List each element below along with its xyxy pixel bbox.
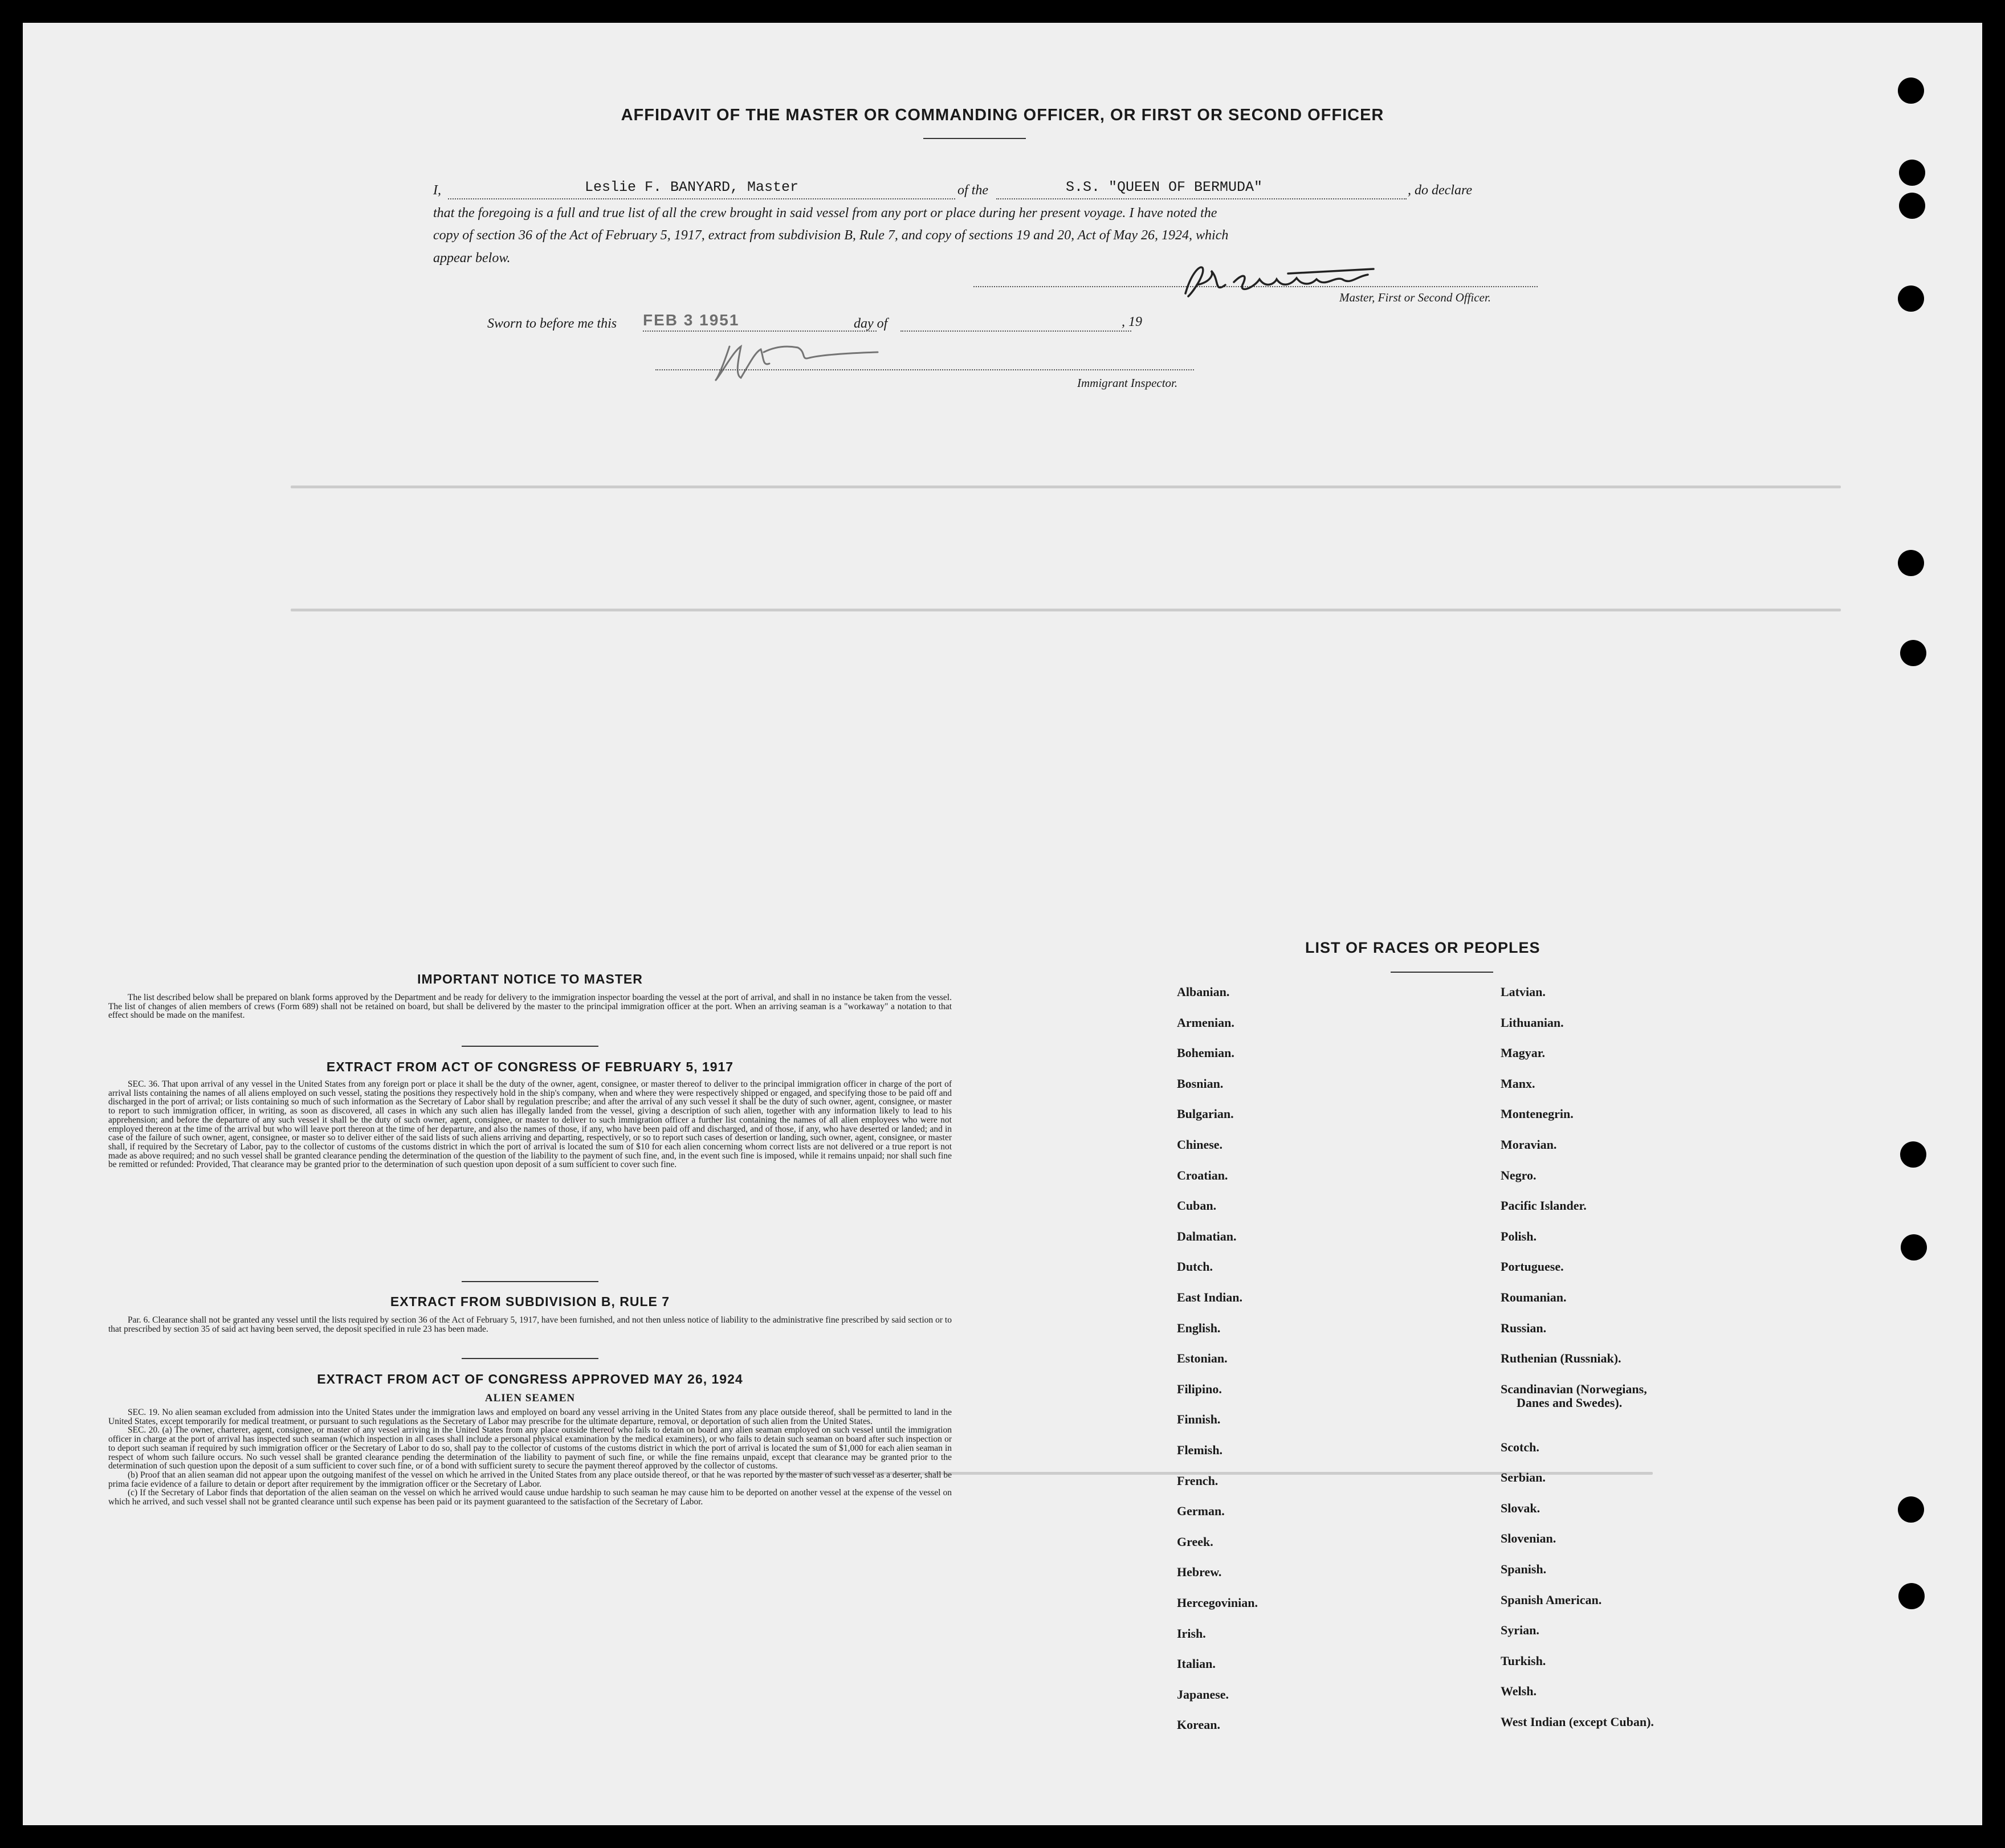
sec20b-paragraph: (b) Proof that an alien seaman did not appear upon the outgoing manifest of the vessel on which he arrived in the United States from any place outside thereof, or that he was reported by the master of such vessel as a deserter, shall be prima facie evidence of a failure to detain or deport after requirement by the immigration officer or the Secretary of Labor. <box>108 1470 952 1489</box>
affidavit-body-line1: that the foregoing is a full and true list of all the crew brought in said vessel from any port or place during her present voyage. I have noted the <box>433 206 1217 221</box>
rule7-text <box>108 1316 952 1333</box>
race-item: Turkish. <box>1501 1653 1546 1668</box>
race-item: Cuban. <box>1177 1198 1217 1213</box>
day-of-label: day of <box>854 316 888 331</box>
race-item: Armenian. <box>1177 1015 1234 1030</box>
vessel-name: S.S. "QUEEN OF BERMUDA" <box>1066 179 1263 195</box>
sworn-label: Sworn to before me this <box>487 316 617 331</box>
notice-heading: IMPORTANT NOTICE TO MASTER <box>417 972 643 986</box>
race-item: East Indian. <box>1177 1290 1242 1304</box>
legal-extracts-column <box>108 972 952 1718</box>
race-item: Negro. <box>1501 1168 1537 1182</box>
race-item: Slovak. <box>1501 1500 1541 1515</box>
race-item: Irish. <box>1177 1626 1206 1641</box>
inspector-line <box>655 369 1194 370</box>
race-item: Flemish. <box>1177 1443 1223 1457</box>
race-item: Italian. <box>1177 1657 1216 1671</box>
race-item: Spanish. <box>1501 1562 1547 1577</box>
race-item: Scotch. <box>1501 1439 1539 1454</box>
race-item: Syrian. <box>1501 1623 1539 1638</box>
year-label: , 19 <box>1122 315 1142 329</box>
race-item: Serbian. <box>1501 1470 1546 1485</box>
punch-hole <box>1898 1496 1924 1523</box>
divider <box>462 1281 598 1282</box>
race-item: Russian. <box>1501 1320 1547 1335</box>
race-item: Greek. <box>1177 1534 1213 1549</box>
race-item: Korean. <box>1177 1718 1220 1732</box>
race-item: Portuguese. <box>1501 1259 1564 1274</box>
sworn-date-stamp: FEB 3 1951 <box>643 311 740 329</box>
act1924-heading: EXTRACT FROM ACT OF CONGRESS APPROVED MAY 26, 1924 <box>317 1372 743 1386</box>
i-label: I, <box>433 183 441 198</box>
race-item: Albanian. <box>1177 985 1230 999</box>
notice-paragraph: The list described below shall be prepared on blank forms approved by the Department and be ready for delivery to the immigration inspector boarding the vessel at the port of arrival, and shall in no instance be taken from the vessel. The list of changes of alien members of crews (Form 689) shall not be retained on board, but shall be delivered by the master to the principal immigration officer at the port. When an arriving seaman is a "workaway" a notation to that effect should be made on the manifest. <box>108 993 952 1021</box>
sec20a-paragraph: SEC. 20. (a) The owner, charterer, agent, consignee, or master of any vessel arriving in the United States from any place outside thereof who fails to detain on board any alien seaman employed on such vessel until the immigration officer in charge at the port of arrival has inspected such seaman (which inspection in all cases shall include a personal physical examination by the medical examiners), or who fails to detain such seaman on board after such inspection or to deport such seaman if required by such immigration officer or the Secretary of Labor to do so, shall pay to the collector of customs of the customs district in which the port of arrival is located the sum of $1,000 for each alien seaman in respect of whom such failure occurs. No such vessel shall be granted clearance pending the determination of the liability to payment of such fine, or while the fine remains unpaid, except that clearance may be granted prior to the determination of such question upon the deposit of a sum sufficient to cover such fine, or of a bond with sufficient surety to secure the payment thereof approved by the collector of customs. <box>108 1425 952 1471</box>
race-item: Moravian. <box>1501 1137 1557 1152</box>
race-item: Dutch. <box>1177 1259 1213 1274</box>
sworn-date-line <box>643 331 877 332</box>
bleed-through-line <box>291 486 1841 488</box>
races-heading: LIST OF RACES OR PEOPLES <box>1305 939 1541 956</box>
punch-hole <box>1898 550 1924 576</box>
race-item: Estonian. <box>1177 1351 1228 1366</box>
document-page <box>23 23 1982 1825</box>
affidavit-title: AFFIDAVIT OF THE MASTER OR COMMANDING OFFICER, OR FIRST OR SECOND OFFICER <box>621 106 1384 124</box>
affidavit-body-line3: appear below. <box>433 251 511 266</box>
bleed-through-line <box>291 609 1841 611</box>
race-item: Manx. <box>1501 1076 1535 1091</box>
rule7-paragraph: Par. 6. Clearance shall not be granted any vessel until the lists required by section 36 of the Act of February 5, 1917, have been furnished, and not then unless notice of liability to the administrative fine prescribed by said section or to that prescribed by section 35 of said act having been served, the deposit specified in rule 23 has been made. <box>108 1315 952 1334</box>
punch-hole <box>1898 1583 1925 1609</box>
act1917-text <box>108 1080 952 1169</box>
punch-hole <box>1899 160 1925 186</box>
race-item: French. <box>1177 1473 1219 1488</box>
sec20c-paragraph: (c) If the Secretary of Labor finds that deportation of the alien seaman on the vessel on which he arrived would cause undue hardship to such seaman he may cause him to be deported on another vessel at the expense of the vessel on which he arrived, and such vessel shall not be granted clearance until such expense has been paid or its payment guaranteed to the satisfaction of the Secretary of Labor. <box>108 1488 952 1507</box>
act1924-text <box>108 1408 952 1507</box>
act1924-subheading: ALIEN SEAMEN <box>484 1392 576 1404</box>
race-item: Ruthenian (Russniak). <box>1501 1351 1621 1366</box>
rule7-heading: EXTRACT FROM SUBDIVISION B, RULE 7 <box>390 1294 670 1309</box>
name-line <box>448 198 955 199</box>
race-item: Chinese. <box>1177 1137 1223 1152</box>
divider <box>462 1358 598 1359</box>
race-item: Japanese. <box>1177 1687 1229 1702</box>
race-item: Magyar. <box>1501 1046 1546 1060</box>
race-item: Montenegrin. <box>1501 1107 1574 1121</box>
races-heading-underline <box>1391 972 1493 973</box>
race-item: Polish. <box>1501 1229 1537 1243</box>
master-name: Leslie F. BANYARD, Master <box>585 179 799 195</box>
race-item: Hebrew. <box>1177 1565 1222 1580</box>
race-item: Filipino. <box>1177 1381 1222 1396</box>
title-underline <box>923 138 1026 139</box>
race-item: Spanish American. <box>1501 1592 1602 1607</box>
act1917-heading: EXTRACT FROM ACT OF CONGRESS OF FEBRUARY 5, 1917 <box>326 1059 734 1074</box>
vessel-line <box>996 198 1407 199</box>
punch-hole <box>1901 1234 1927 1260</box>
inspector-signature <box>707 335 923 386</box>
race-item: Pacific Islander. <box>1501 1198 1587 1213</box>
race-item: Bulgarian. <box>1177 1107 1234 1121</box>
race-item: German. <box>1177 1504 1225 1519</box>
act1917-paragraph: SEC. 36. That upon arrival of any vessel in the United States from any foreign port or place it shall be the duty of the owner, agent, consignee, or master thereof to deliver to the principal immigration officer in charge of the port of arrival lists containing the names of all aliens employed on such vessel, stating the positions they respectively hold in the ship's company, when and where they were respectively shipped or engaged, and specifying those to be paid off and discharged in the port of arrival; or lists containing so much of such information as the Secretary of Labor shall by regulation prescribe; and after the arrival of any such vessel it shall be the duty of such owner, agent, consignee, or master to report to such immigration officer, in writing, as soon as discovered, all cases in which any such alien has illegally landed from the vessel, giving a description of such alien, together with any information likely to lead to his apprehension; and before the departure of any such vessel it shall be the duty of such owner, agent, consignee, or master to deliver to such immigration officer a further list containing the names of all alien employees who were not employed thereon at the time of the arrival but who will leave port thereon at the time of her departure, and also the names of those, if any, who have been paid off and discharged, and of those, if any, who have deserted or landed; and in case of the failure of such owner, agent, consignee, or master so to deliver either of the said lists of such aliens arriving and departing, respectively, or so to report such cases of desertion or landing, such owner, agent, consignee, or master shall, if required by the Secretary of Labor, pay to the collector of customs of the customs district in which the port of arrival is located the sum of $10 for each alien concerning whom correct lists are not delivered or a true report is not made as above required; and no such vessel shall be granted clearance pending the determination of the question of the liability to the payment of such fine, and, in the event such fine is imposed, while it remains unpaid; nor shall such fine be remitted or refunded: Provided, That clearance may be granted prior to the determination of such question upon deposit of a sum sufficient to cover such fine. <box>108 1079 952 1170</box>
signature-caption: Master, First or Second Officer. <box>1339 291 1491 304</box>
race-item: Lithuanian. <box>1501 1015 1564 1030</box>
punch-hole <box>1900 640 1926 666</box>
race-item: West Indian (except Cuban). <box>1501 1715 1654 1729</box>
notice-text <box>108 993 952 1020</box>
month-line <box>900 331 1131 332</box>
race-item: Bohemian. <box>1177 1046 1234 1060</box>
race-item: Croatian. <box>1177 1168 1228 1182</box>
affidavit-body-line2: copy of section 36 of the Act of February 5, 1917, extract from subdivision B, Rule 7, and copy of sections 19 and 20, Act of May 26, 1924, which <box>433 228 1229 243</box>
punch-hole <box>1899 193 1925 219</box>
race-item: Dalmatian. <box>1177 1229 1237 1243</box>
declare-label: , do declare <box>1408 183 1473 198</box>
race-item: Slovenian. <box>1501 1531 1556 1546</box>
inspector-caption: Immigrant Inspector. <box>1077 376 1178 390</box>
race-item: Danes and Swedes). <box>1517 1395 1623 1410</box>
race-item: Hercegovinian. <box>1177 1596 1258 1610</box>
punch-hole <box>1900 1141 1926 1168</box>
race-item: Bosnian. <box>1177 1076 1224 1091</box>
race-item: Welsh. <box>1501 1684 1537 1699</box>
race-item: Roumanian. <box>1501 1290 1567 1304</box>
of-the-label: of the <box>957 183 988 198</box>
race-item: English. <box>1177 1320 1221 1335</box>
race-item: Finnish. <box>1177 1412 1221 1427</box>
race-item: Scandinavian (Norwegians, <box>1501 1381 1647 1396</box>
punch-hole <box>1898 77 1924 104</box>
punch-hole <box>1898 285 1924 312</box>
divider <box>462 1046 598 1047</box>
race-item: Latvian. <box>1501 985 1546 999</box>
sec19-paragraph: SEC. 19. No alien seaman excluded from admission into the United States under the immigration laws and employed on board any vessel arriving in the United States from any place outside thereof, shall be permitted to land in the United States, except temporarily for medical treatment, or pursuant to such regulations as the Secretary of Labor may prescribe for the ultimate departure, removal, or deportation of such alien from the United States. <box>108 1408 952 1426</box>
